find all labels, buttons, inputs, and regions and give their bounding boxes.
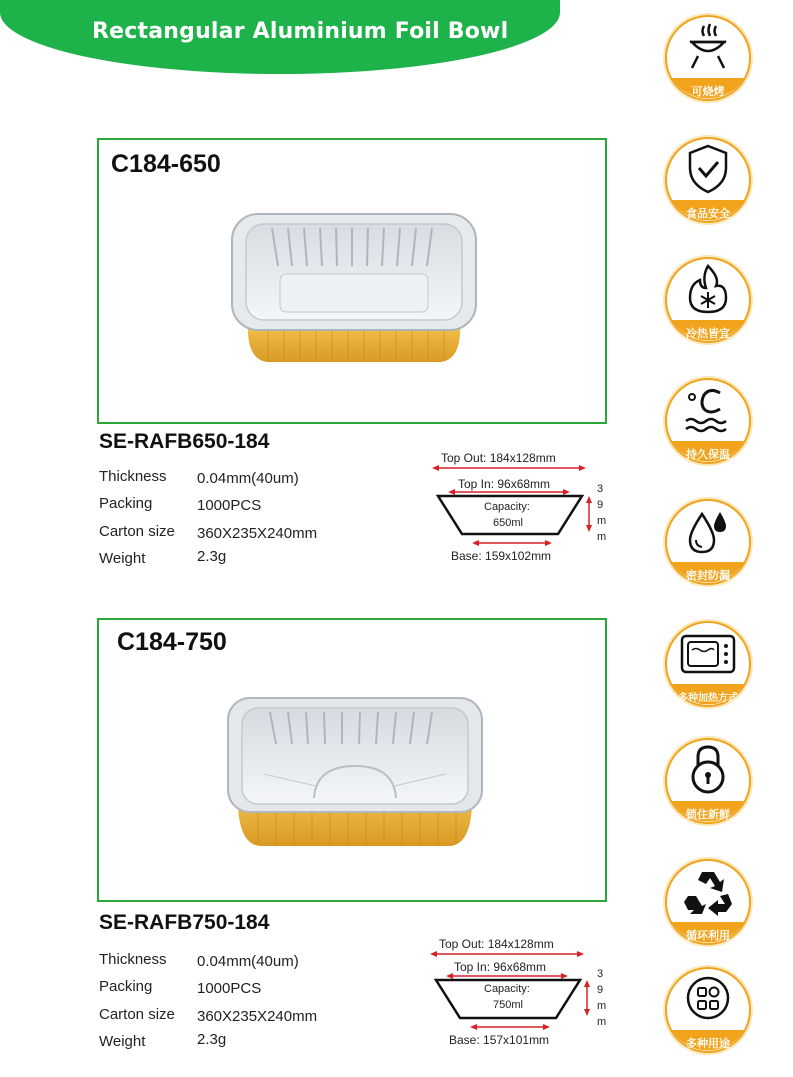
feature-badge-grill bbox=[662, 12, 754, 104]
feature-label: 循环利用 bbox=[686, 929, 730, 942]
capacity-label: Capacity: bbox=[484, 501, 530, 513]
feature-badge-hot-cold bbox=[662, 254, 754, 346]
feature-label: 密封防漏 bbox=[686, 569, 730, 582]
spec-value: 2.3g bbox=[197, 548, 227, 565]
height-char: m bbox=[597, 531, 607, 543]
height-char: m bbox=[597, 1016, 607, 1028]
feature-badge-food-safety bbox=[662, 134, 754, 226]
spec-value: 2.3g bbox=[197, 1031, 227, 1048]
capacity-label: Capacity: bbox=[484, 983, 530, 995]
feature-badge-recycle bbox=[662, 856, 754, 948]
spec-value: 1000PCS bbox=[197, 980, 262, 997]
spec-label: Carton size bbox=[99, 1006, 175, 1023]
feature-badge-heating bbox=[662, 618, 754, 710]
spec-value: 360X235X240mm bbox=[197, 525, 318, 542]
spec-value: 1000PCS bbox=[197, 497, 262, 514]
feature-badge-multi-purpose bbox=[662, 964, 754, 1056]
height-char: 3 bbox=[597, 483, 604, 495]
feature-badge-keep-warm bbox=[662, 375, 754, 467]
height-char: 9 bbox=[597, 984, 604, 996]
spec-label: Packing bbox=[99, 495, 153, 512]
page-title: Rectangular Aluminium Foil Bowl bbox=[92, 19, 509, 44]
top-out-dimension: Top Out: 184x128mm bbox=[439, 937, 554, 951]
spec-label: Carton size bbox=[99, 523, 175, 540]
spec-label: Weight bbox=[99, 1033, 146, 1050]
top-in-dimension: Top In: 96x68mm bbox=[458, 477, 551, 491]
spec-value: 360X235X240mm bbox=[197, 1008, 318, 1025]
height-char: 3 bbox=[597, 968, 604, 980]
feature-label: 多种用途 bbox=[686, 1037, 730, 1050]
model-code: C184-650 bbox=[111, 150, 221, 178]
base-dimension: Base: 157x101mm bbox=[449, 1033, 550, 1047]
top-in-dimension: Top In: 96x68mm bbox=[454, 960, 547, 974]
model-code: C184-750 bbox=[117, 628, 227, 656]
spec-label: Weight bbox=[99, 550, 146, 567]
top-out-dimension: Top Out: 184x128mm bbox=[441, 451, 556, 465]
spec-value: 0.04mm(40um) bbox=[197, 953, 299, 970]
spec-label: Packing bbox=[99, 978, 153, 995]
height-char: 9 bbox=[597, 499, 604, 511]
feature-label: 锁住新鲜 bbox=[686, 808, 730, 821]
capacity-value: 750ml bbox=[493, 999, 523, 1011]
feature-label: 多种加热方式 bbox=[678, 693, 738, 704]
feature-badge-lock-freshness bbox=[662, 735, 754, 827]
spec-value: 0.04mm(40um) bbox=[197, 470, 299, 487]
feature-label: 冷热皆宜 bbox=[686, 327, 730, 340]
height-char: m bbox=[597, 515, 607, 527]
product-sku: SE-RAFB650-184 bbox=[99, 430, 270, 453]
spec-label: Thickness bbox=[99, 468, 167, 485]
feature-badge-leakproof bbox=[662, 496, 754, 588]
spec-label: Thickness bbox=[99, 951, 167, 968]
feature-label: 可烧烤 bbox=[691, 85, 725, 98]
capacity-value: 650ml bbox=[493, 517, 523, 529]
product-sku: SE-RAFB750-184 bbox=[99, 911, 270, 934]
product-photo bbox=[224, 694, 486, 854]
height-char: m bbox=[597, 1000, 607, 1012]
feature-label: 持久保温 bbox=[686, 448, 730, 461]
feature-label: 食品安全 bbox=[686, 207, 730, 220]
base-dimension: Base: 159x102mm bbox=[451, 549, 552, 563]
product-photo bbox=[228, 210, 480, 370]
